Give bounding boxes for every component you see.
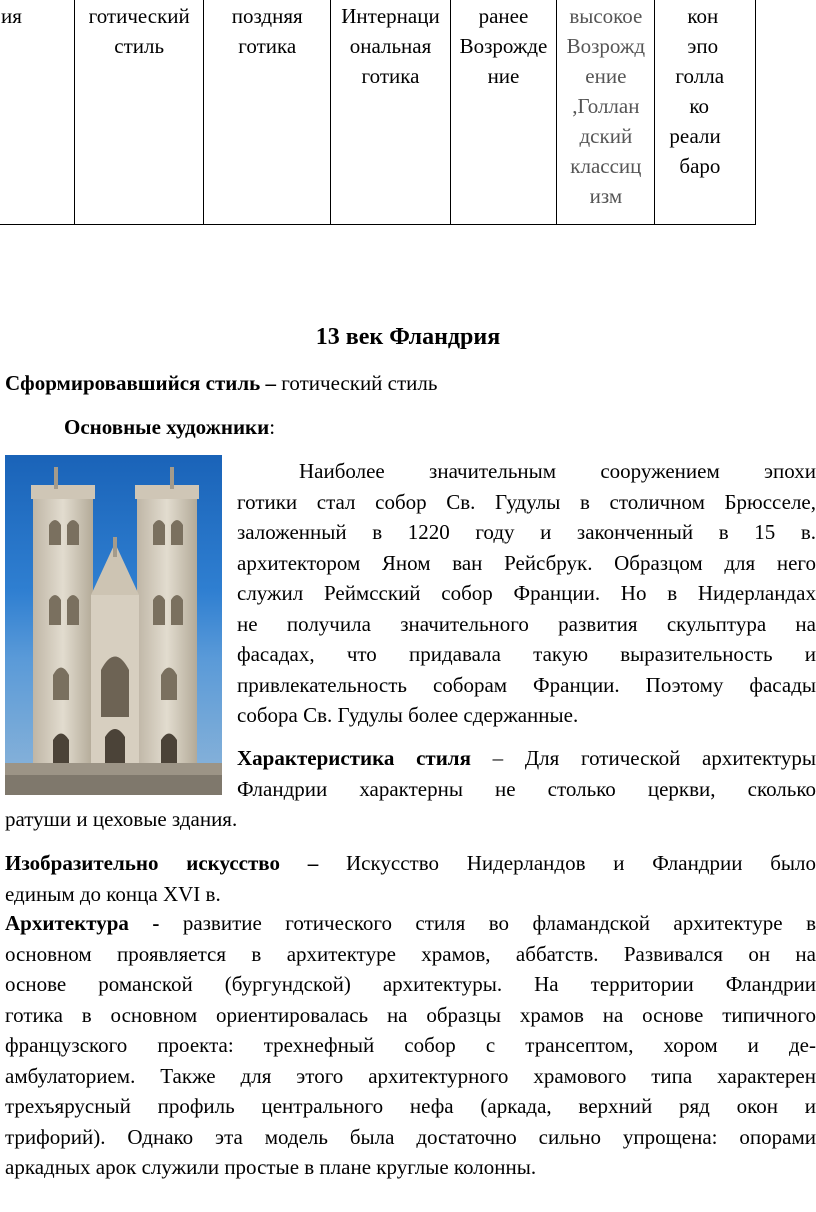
cell-line: изм: [589, 184, 623, 208]
fine-art-paragraph: [5, 848, 816, 909]
paragraph-line: основе романской (бургундской) архитектуры. На территории Фландрии: [5, 972, 816, 996]
cell-line: ранее: [478, 4, 529, 28]
cell-line: классиц: [570, 154, 642, 178]
paragraph-line: [5, 908, 816, 939]
cell-line: готика: [238, 34, 297, 58]
paragraph-line: французского проекта: трехнефный собор с трансептом, хором и де-: [5, 1033, 816, 1057]
main-artists-label: Основные художники: [64, 415, 270, 439]
paragraph-line: собора Св. Гудулы более сдержанные.: [237, 703, 579, 727]
architecture-text: развитие готического стиля во фламандской архитектуре в: [182, 911, 816, 935]
table-cell: [655, 0, 756, 225]
paragraph-line: [5, 848, 816, 879]
table-cell: [557, 0, 655, 225]
paragraph-line: Наиболее значительным сооружением эпохи: [299, 459, 816, 483]
paragraph-line: амбулаторием. Также для этого архитектурного храмового типа характерен: [5, 1063, 816, 1088]
fine-art-label: Изобразительно искусство –: [5, 851, 319, 875]
paragraph-line: служил Реймсский собор Франции. Но в Нидерландах: [237, 581, 816, 605]
main-artists-line: [64, 412, 275, 442]
cell-line: ние: [487, 64, 520, 88]
paragraph-line: трехъярусный профиль центрального нефа (аркада, верхний ряд окон и: [5, 1094, 816, 1118]
main-artists-suffix: :: [269, 415, 276, 439]
table-cell: [331, 0, 450, 225]
table-row: [0, 0, 756, 225]
paragraph-line: [237, 743, 816, 774]
style-char-label: Характеристика стиля: [237, 746, 471, 770]
formed-style-label: Сформировавшийся стиль –: [5, 371, 282, 395]
cell-line: кон: [687, 4, 719, 28]
formed-style-value: готический стиль: [281, 371, 438, 395]
cell-line: Возрожд: [566, 34, 646, 58]
section-heading: 13 век Фландрия: [315, 324, 501, 350]
paragraph-line: фасадах, что придавала такую выразительность и: [237, 642, 816, 666]
cell-line: готика: [361, 64, 420, 88]
cell-line: ,Голлан: [572, 94, 640, 118]
cell-line: баро: [679, 154, 721, 178]
paragraph-line: заложенный в 1220 году и законченный в 15 в.: [237, 520, 816, 544]
table-cell: [75, 0, 204, 225]
table-cell: [0, 0, 75, 225]
paragraph-line: Фландрии характерны не столько церкви, сколько: [237, 776, 816, 801]
paragraph-line: основном проявляется в архитектуре храмов, аббатств. Развивался он на: [5, 941, 816, 966]
paragraph-line: не получила значительного развития скульптура на: [237, 611, 816, 636]
cell-line: готический: [88, 4, 190, 28]
paragraph-cathedral: [237, 456, 816, 731]
cell-line: стиль: [114, 34, 165, 58]
cell-line: ия: [1, 4, 22, 28]
cell-line: дский: [579, 124, 633, 148]
cell-line: эпо: [687, 34, 719, 58]
paragraph-line: готика в основном ориентировалась на образцы храмов на основе типичного: [5, 1002, 816, 1027]
cell-line: поздняя: [231, 4, 303, 28]
style-char-text: – Для готической архитектуры: [470, 746, 816, 770]
cell-line: ко: [689, 94, 710, 118]
cathedral-illustration: [5, 455, 222, 795]
cell-line: Возрожде: [459, 34, 548, 58]
paragraph-line: привлекательность соборам Франции. Поэтому фасады: [237, 672, 816, 697]
fine-art-text: Искусство Нидерландов и Фландрии было: [318, 851, 816, 875]
cathedral-photo: [5, 455, 222, 795]
formed-style-line: [5, 368, 437, 398]
paragraph-line: готики стал собор Св. Гудулы в столичном Брюсселе,: [237, 489, 816, 514]
cell-line: ональная: [349, 34, 432, 58]
paragraph-line: аркадных арок служили простые в плане круглые колонны.: [5, 1155, 537, 1179]
paragraph-line: единым до конца XVI в.: [5, 881, 221, 906]
architecture-label: Архитектура -: [5, 911, 183, 935]
cell-line: высокое: [569, 4, 643, 28]
cell-line: реали: [669, 124, 721, 148]
style-characteristic: [237, 743, 816, 804]
cell-line: голла: [675, 64, 725, 88]
paragraph-line: архитектором Яном ван Рейсбрук. Образцом для него: [237, 550, 816, 575]
cell-line: ение: [585, 64, 627, 88]
paragraph-line: трифорий). Однако эта модель была достаточно сильно упрощена: опорами: [5, 1124, 816, 1149]
table-cell: [450, 0, 557, 225]
cell-line: Интернаци: [341, 4, 440, 28]
periods-table: [0, 0, 756, 225]
architecture-paragraph: [5, 908, 816, 1183]
table-cell: [204, 0, 331, 225]
style-char-tail: ратуши и цеховые здания.: [5, 807, 238, 831]
